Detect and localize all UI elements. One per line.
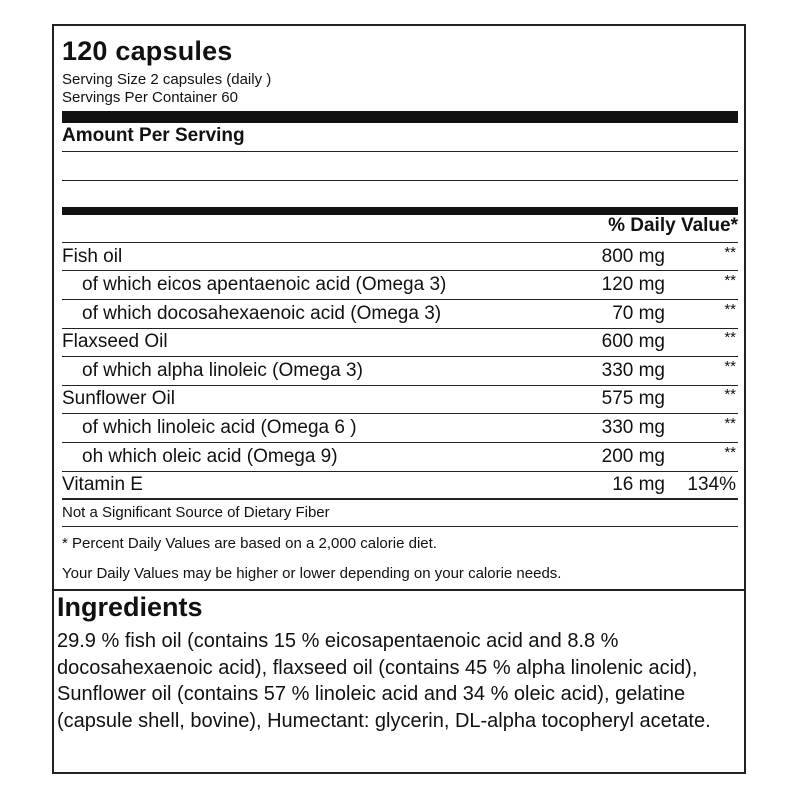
ingredients-heading: Ingredients xyxy=(57,592,203,622)
servings-per-container: Servings Per Container 60 xyxy=(62,89,238,106)
daily-values-disclaimer: Your Daily Values may be higher or lower depending on your calorie needs. xyxy=(62,565,562,582)
nutrient-daily-value: ** xyxy=(724,415,736,432)
thick-divider xyxy=(62,111,738,123)
nutrient-daily-value: ** xyxy=(724,301,736,318)
nutrient-daily-value: 134% xyxy=(687,474,736,495)
nutrient-amount: 120 mg xyxy=(601,274,665,295)
divider xyxy=(62,180,738,181)
nutrient-name: Sunflower Oil xyxy=(62,388,175,409)
nutrient-daily-value: ** xyxy=(724,272,736,289)
nutrient-name: Vitamin E xyxy=(62,474,143,495)
nutrient-daily-value: ** xyxy=(724,244,736,261)
nutrient-row xyxy=(62,243,738,271)
nutrient-daily-value: ** xyxy=(724,444,736,461)
ingredients-text: 29.9 % fish oil (contains 15 % eicosapentaenoic acid and 8.8 % docosahexaenoic acid), flaxseed oil (contains 45 % alpha linolenic acid), Sunflower oil (contains 57 % linoleic acid and 34 % oleic acid), gelatine (capsule shell, bovine), Humectant: glycerin, DL-alpha tocopheryl acetate. xyxy=(57,630,711,732)
fiber-note: Not a Significant Source of Dietary Fiber xyxy=(62,504,330,521)
divider xyxy=(62,498,738,500)
nutrient-row xyxy=(62,300,738,328)
nutrient-row xyxy=(62,414,738,442)
product-title: 120 capsules xyxy=(62,36,233,66)
nutrient-name: of which eicos apentaenoic acid (Omega 3) xyxy=(82,274,447,295)
serving-size: Serving Size 2 capsules (daily ) xyxy=(62,71,272,88)
percent-daily-value-note: * Percent Daily Values are based on a 2,000 calorie diet. xyxy=(62,535,437,552)
amount-per-serving-heading: Amount Per Serving xyxy=(62,125,245,146)
nutrient-row xyxy=(62,385,738,413)
thick-divider xyxy=(62,207,738,215)
nutrient-amount: 200 mg xyxy=(601,446,665,467)
nutrient-name: Fish oil xyxy=(62,246,123,267)
nutrient-amount: 800 mg xyxy=(601,246,665,267)
nutrient-amount: 70 mg xyxy=(612,303,665,324)
nutrient-amount: 330 mg xyxy=(601,417,665,438)
nutrient-amount: 600 mg xyxy=(601,331,665,352)
nutrient-row xyxy=(62,357,738,385)
nutrient-name: oh which oleic acid (Omega 9) xyxy=(82,446,338,467)
nutrient-amount: 575 mg xyxy=(601,388,665,409)
nutrient-name: Flaxseed Oil xyxy=(62,331,168,352)
nutrient-name: of which linoleic acid (Omega 6 ) xyxy=(82,417,357,438)
nutrient-row xyxy=(62,271,738,299)
nutrient-name: of which alpha linoleic (Omega 3) xyxy=(82,360,363,381)
daily-value-header: % Daily Value* xyxy=(608,215,738,236)
nutrient-amount: 16 mg xyxy=(612,474,665,495)
divider xyxy=(62,151,738,152)
nutrient-daily-value: ** xyxy=(724,386,736,403)
nutrient-row xyxy=(62,471,738,499)
nutrient-row xyxy=(62,328,738,356)
nutrient-amount: 330 mg xyxy=(601,360,665,381)
nutrient-row xyxy=(62,443,738,471)
section-divider xyxy=(52,589,746,591)
divider xyxy=(62,526,738,527)
nutrient-daily-value: ** xyxy=(724,358,736,375)
nutrient-name: of which docosahexaenoic acid (Omega 3) xyxy=(82,303,442,324)
nutrient-daily-value: ** xyxy=(724,329,736,346)
